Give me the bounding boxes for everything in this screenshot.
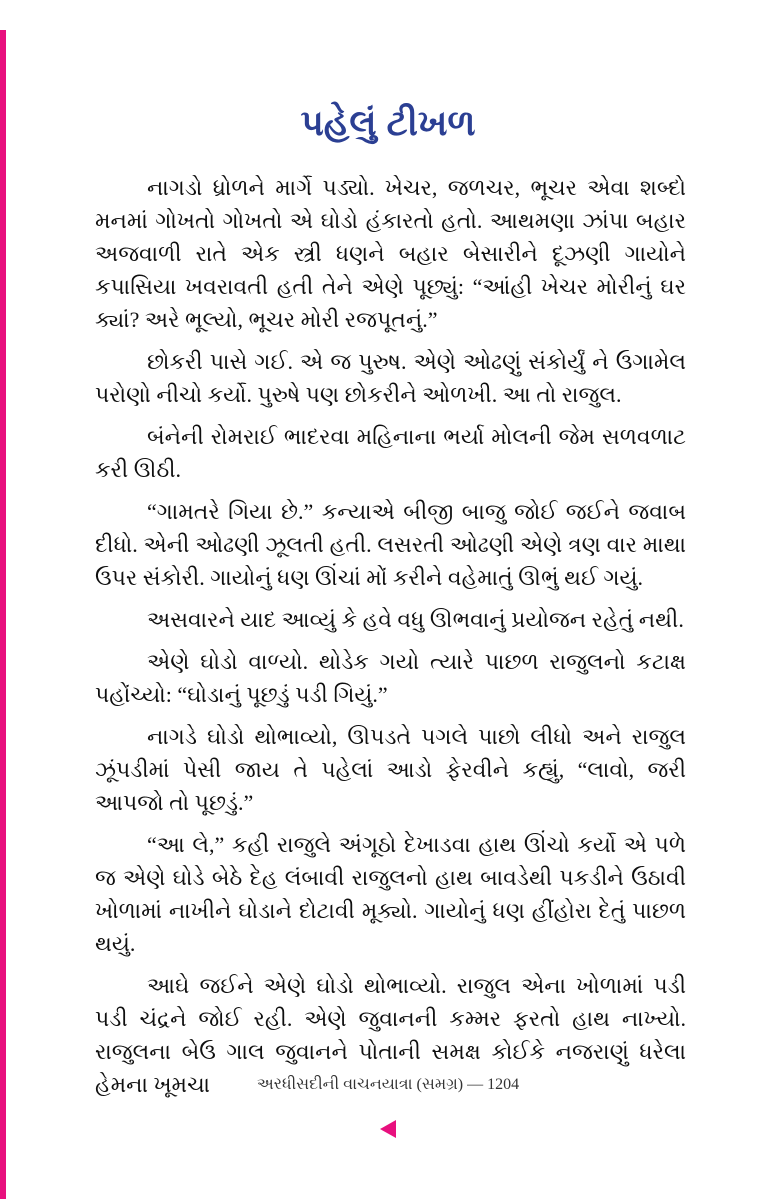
- paragraph: અસવારને યાદ આવ્યું કે હવે વધુ ઊભવાનું પ્રયોજન રહેતું નથી.: [147, 606, 684, 632]
- paragraph: નાગડો ધ્રોળને માર્ગે પડ્યો. ખેચર, જળચર, ભૂચર એવા શબ્દો મનમાં ગોખતો ગોખતો એ ઘોડો હંકારતો હતો. આથમણા ઝાંપા બહાર અજવાળી રાતે એક સ્ત્રી ધણને બહાર બેસારીને દૂઝણી ગાયોને કપાસિયા ખવરાવતી હતી તેને એણે પૂછ્યું: “આંહી ખેચર મોરીનું ઘર ક્યાં? અરે ભૂલ્યો, ભૂચર મોરી રજપૂતનું.”: [95, 174, 686, 332]
- paragraph: “આ લે,” કહી રાજુલે અંગૂઠો દેખાડવા હાથ ઊંચો કર્યો એ પળે જ એણે ઘોડે બેઠે દેહ લંબાવી રાજુલનો હાથ બાવડેથી પકડીને ઉઠાવી ખોળામાં નાખીને ઘોડાને દોટાવી મૂક્યો. ગાયોનું ધણ હીંહોરા દેતું પાછળ થયું.: [95, 831, 686, 956]
- paragraph: એણે ઘોડો વાળ્યો. થોડેક ગયો ત્યારે પાછળ રાજુલનો કટાક્ષ પહોંચ્યો: “ઘોડાનું પૂછડું પડી ગિયું.”: [95, 648, 686, 707]
- paragraph: આઘે જઈને એણે ઘોડો થોભાવ્યો. રાજુલ એના ખોળામાં પડી પડી ચંદ્રને જોઈ રહી. એણે જુવાનની કમ્મર ફરતો હાથ નાખ્યો. રાજુલના બેઉ ગાલ જુવાનને પોતાની સમક્ષ કોઈકે નજરાણું ધરેલા હેમના ખૂમચા: [95, 972, 686, 1097]
- paragraph: છોકરી પાસે ગઈ. એ જ પુરુષ. એણે ઓઢણું સંકોર્યું ને ઉગામેલ પરોણો નીચો કર્યો. પુરુષે પણ છોકરીને ઓળખી. આ તો રાજુલ.: [95, 348, 686, 407]
- running-footer: અરધીસદીની વાચનયાત્રા (સમગ્ર) — 1204: [256, 1076, 520, 1093]
- paragraph: નાગડે ઘોડો થોભાવ્યો, ઊપડતે પગલે પાછો લીધો અને રાજુલ ઝૂંપડીમાં પેસી જાય તે પહેલાં આડો ફેરવીને કહ્યું, “લાવો, જરી આપજો તો પૂછડું.”: [95, 723, 686, 815]
- paragraph: “ગામતરે ગિયા છે.” કન્યાએ બીજી બાજુ જોઈ જઈને જવાબ દીધો. એની ઓઢણી ઝૂલતી હતી. લસરતી ઓઢણી એણે ત્રણ વાર માથા ઉપર સંકોરી. ગાયોનું ધણ ઊંચાં મોં કરીને વહેમાતું ઊભું થઈ ગયું.: [95, 498, 686, 590]
- paragraph: બંનેની રોમરાઈ ભાદરવા મહિનાના ભર્યા મોલની જેમ સળવળાટ કરી ઊઠી.: [95, 423, 686, 482]
- back-triangle-icon[interactable]: [380, 1120, 396, 1138]
- story-text: [0, 171, 776, 1101]
- left-accent-stripe: [0, 30, 6, 1199]
- page-title: પહેલું ટીખળ: [300, 102, 476, 143]
